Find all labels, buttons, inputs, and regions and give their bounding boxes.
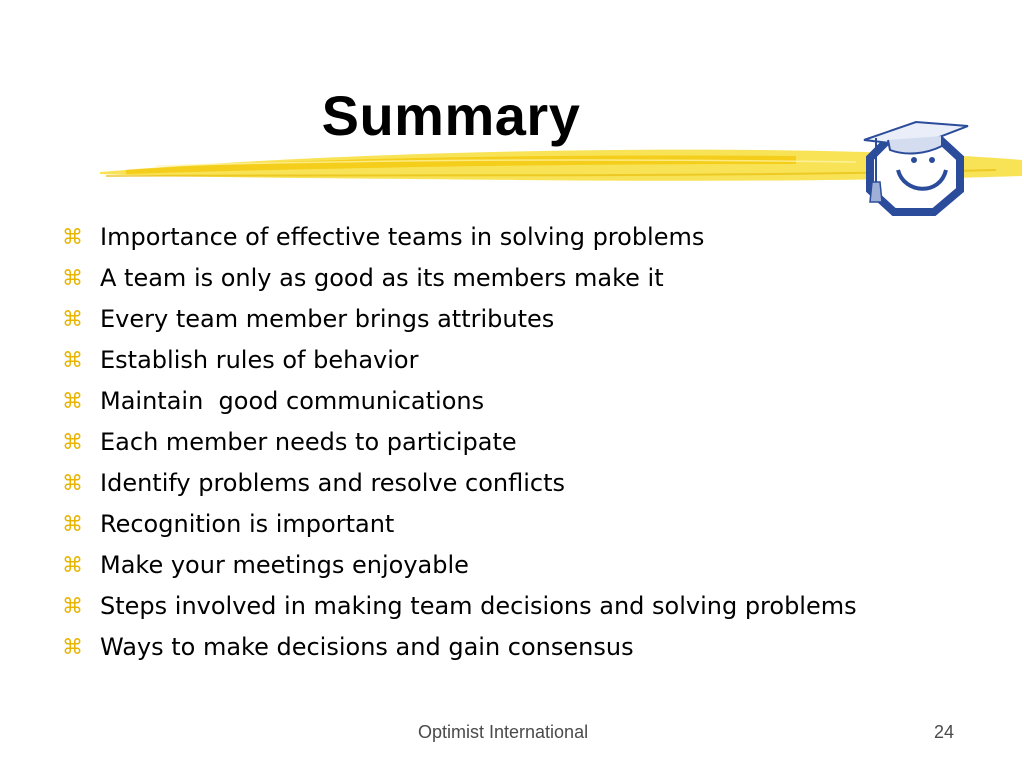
bullet-text: Each member needs to participate <box>100 427 517 456</box>
list-item <box>62 380 857 421</box>
list-item <box>62 421 857 462</box>
cmd-key-bullet-icon: ⌘ <box>62 265 83 290</box>
bullet-text: Importance of effective teams in solving problems <box>100 222 705 251</box>
bullet-text: Identify problems and resolve conflicts <box>100 468 565 497</box>
list-item <box>62 462 857 503</box>
bullet-list <box>62 216 857 667</box>
bullet-text: Every team member brings attributes <box>100 304 555 333</box>
cmd-key-bullet-icon: ⌘ <box>62 224 83 249</box>
slide-title: Summary <box>321 84 581 147</box>
list-item <box>62 257 857 298</box>
footer-organization: Optimist International <box>418 722 589 742</box>
cmd-key-bullet-icon: ⌘ <box>62 347 83 372</box>
cmd-key-bullet-icon: ⌘ <box>62 388 83 413</box>
bullet-text: Make your meetings enjoyable <box>100 550 469 579</box>
bullet-text: Ways to make decisions and gain consensus <box>100 632 634 661</box>
bullet-text: Establish rules of behavior <box>100 345 419 374</box>
cmd-key-bullet-icon: ⌘ <box>62 429 83 454</box>
page-number: 24 <box>934 722 955 742</box>
bullet-text: Recognition is important <box>100 509 395 538</box>
cmd-key-bullet-icon: ⌘ <box>62 552 83 577</box>
bullet-text: Maintain good communications <box>100 386 485 415</box>
cmd-key-bullet-icon: ⌘ <box>62 511 83 536</box>
cmd-key-bullet-icon: ⌘ <box>62 306 83 331</box>
bullet-text: A team is only as good as its members make it <box>100 263 664 292</box>
list-item <box>62 339 857 380</box>
cmd-key-bullet-icon: ⌘ <box>62 634 83 659</box>
list-item <box>62 544 857 585</box>
list-item <box>62 626 857 667</box>
cmd-key-bullet-icon: ⌘ <box>62 593 83 618</box>
bullet-text: Steps involved in making team decisions and solving problems <box>100 591 857 620</box>
list-item <box>62 298 857 339</box>
list-item <box>62 503 857 544</box>
list-item <box>62 585 857 626</box>
cmd-key-bullet-icon: ⌘ <box>62 470 83 495</box>
list-item <box>62 216 857 257</box>
optimist-logo-icon <box>856 112 976 216</box>
